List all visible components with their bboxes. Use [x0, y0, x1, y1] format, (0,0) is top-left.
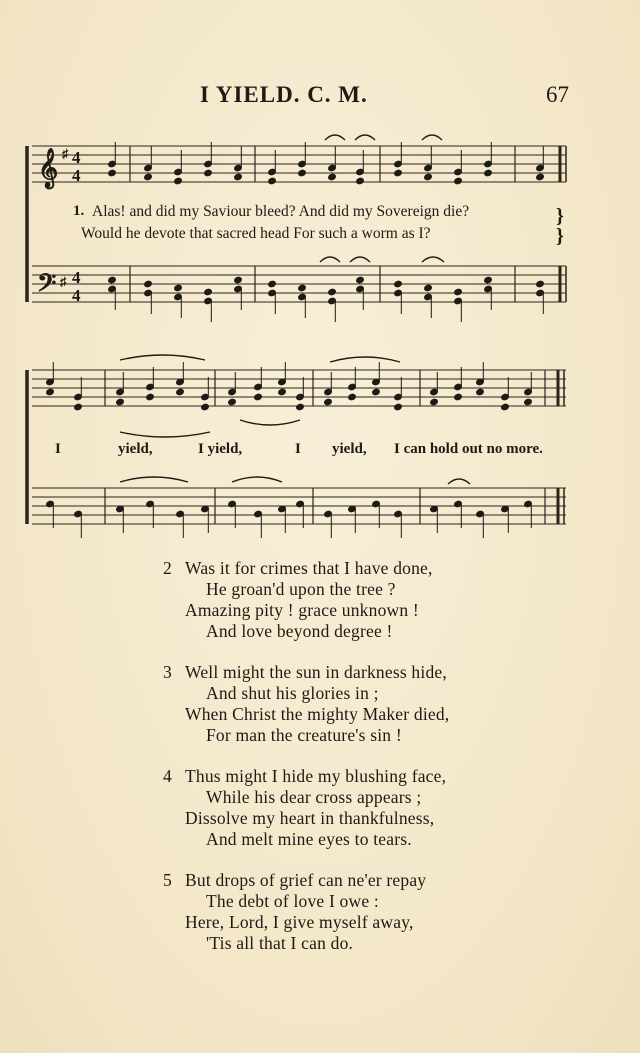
page-number: 67 — [546, 82, 569, 107]
refrain-lyric-2: yield, — [118, 441, 153, 457]
refrain-lyric-3: I yield, — [198, 441, 243, 457]
verse-number: 3 — [163, 662, 172, 682]
verse1-lyric-line2: Would he devote that sacred head For such a worm as I? — [81, 225, 431, 242]
verse-line: For man the creature's sin ! — [206, 725, 402, 745]
svg-text:4: 4 — [72, 286, 81, 305]
verse-line: While his dear cross appears ; — [206, 787, 422, 807]
hymn-title: I YIELD. C. M. — [200, 82, 368, 107]
svg-text:}: } — [556, 225, 564, 247]
verse-line: Amazing pity ! grace unknown ! — [185, 600, 419, 620]
verse-line: And shut his glories in ; — [206, 683, 379, 703]
verse-number: 2 — [163, 558, 172, 578]
refrain-lyric-4: I — [295, 441, 301, 457]
svg-text:♯: ♯ — [60, 274, 67, 289]
svg-text:}: } — [556, 205, 564, 227]
verse-line: The debt of love I owe : — [206, 891, 379, 911]
svg-text:♯: ♯ — [62, 146, 69, 161]
svg-text:4: 4 — [72, 148, 81, 167]
refrain-lyric-5: yield, — [332, 441, 367, 457]
verse-number: 4 — [163, 766, 172, 786]
svg-text:4: 4 — [72, 268, 81, 287]
verse-line: 'Tis all that I can do. — [206, 933, 354, 953]
verse-line: Well might the sun in darkness hide, — [185, 662, 447, 682]
refrain-lyric-6: I can hold out no more. — [394, 441, 543, 457]
verse1-number: 1. — [73, 203, 85, 219]
svg-text:4: 4 — [72, 166, 81, 185]
svg-text:𝄞: 𝄞 — [38, 150, 59, 187]
verse-line: Here, Lord, I give myself away, — [185, 912, 414, 932]
svg-text:𝄢: 𝄢 — [37, 270, 57, 303]
verse1-lyric-line1: Alas! and did my Saviour bleed? And did my Sovereign die? — [92, 203, 470, 220]
verse-number: 5 — [163, 870, 172, 890]
refrain-lyric-1: I — [55, 441, 61, 457]
verse-line: Dissolve my heart in thankfulness, — [185, 808, 435, 828]
verse-line: Was it for crimes that I have done, — [185, 558, 433, 578]
verse-line: And melt mine eyes to tears. — [206, 829, 412, 849]
verse-line: He groan'd upon the tree ? — [206, 579, 396, 599]
verse-line: But drops of grief can ne'er repay — [185, 870, 427, 890]
verse-line: When Christ the mighty Maker died, — [185, 704, 450, 724]
verse-line: Thus might I hide my blushing face, — [185, 766, 447, 786]
verse-line: And love beyond degree ! — [206, 621, 393, 641]
